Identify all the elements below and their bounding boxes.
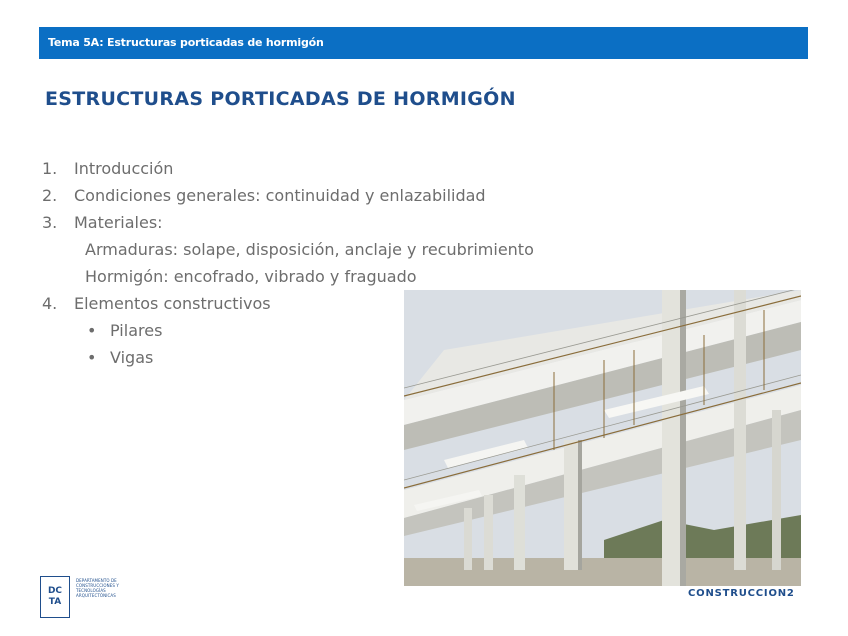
outline-bullet-text: Vigas bbox=[110, 348, 154, 367]
outline-text: Elementos constructivos bbox=[74, 294, 271, 313]
outline-number: 2. bbox=[42, 186, 58, 205]
outline-text: Condiciones generales: continuidad y enlazabilidad bbox=[74, 186, 486, 205]
header-bar bbox=[39, 27, 808, 59]
outline-subitem-text: Armaduras: solape, disposición, anclaje y recubrimiento bbox=[85, 240, 534, 259]
outline-text: Introducción bbox=[74, 159, 174, 178]
bullet-icon: • bbox=[87, 321, 97, 340]
bullet-icon: • bbox=[87, 348, 97, 367]
outline-number: 1. bbox=[42, 159, 58, 178]
outline-bullet-text: Pilares bbox=[110, 321, 163, 340]
logo-line-1: DC bbox=[47, 586, 63, 596]
header-title: Tema 5A: Estructuras porticadas de hormigón bbox=[48, 36, 324, 49]
outline-text: Materiales: bbox=[74, 213, 163, 232]
logo-line-2: TA bbox=[48, 597, 62, 607]
outline-number: 4. bbox=[42, 294, 58, 313]
building-photo bbox=[404, 290, 801, 586]
footer-brand: CONSTRUCCION2 bbox=[688, 588, 795, 599]
dcta-logo bbox=[40, 576, 70, 618]
outline-number: 3. bbox=[42, 213, 58, 232]
concrete-frame-illustration bbox=[404, 290, 801, 586]
department-name: DEPARTAMENTO DE CONSTRUCCIONES Y TECNOLOGÍAS ARQUITECTÓNICAS bbox=[76, 578, 119, 598]
outline-subitem-text: Hormigón: encofrado, vibrado y fraguado bbox=[85, 267, 417, 286]
slide-title: ESTRUCTURAS PORTICADAS DE HORMIGÓN bbox=[45, 88, 516, 110]
